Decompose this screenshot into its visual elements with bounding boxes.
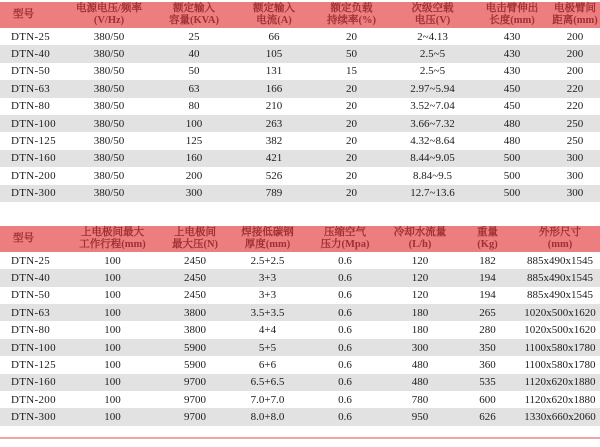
value-cell: 421: [265, 152, 283, 165]
value-cell: 535: [479, 376, 496, 389]
value-cell: 480: [503, 117, 521, 130]
value-cell: 430: [503, 48, 521, 61]
next-section-divider: [0, 437, 600, 439]
value-cell: 626: [479, 411, 496, 424]
value-cell: 20: [346, 169, 357, 182]
column-header-line2: 长度(mm): [489, 15, 535, 26]
column-header-line2: 距离(mm): [552, 15, 598, 26]
value-cell: 9700: [184, 411, 206, 424]
value-cell: 120: [411, 271, 429, 284]
value-cell: 20: [346, 135, 357, 148]
value-cell: 131: [265, 65, 283, 78]
value-cell: 100: [104, 358, 121, 371]
model-cell: DTN-80: [11, 324, 51, 337]
value-cell: 20: [346, 100, 357, 113]
value-cell: 20: [346, 30, 357, 43]
value-cell: 5900: [184, 341, 206, 354]
value-cell: 2.5~5: [419, 65, 446, 78]
column-header: [65, 226, 160, 252]
column-header-line2: 容量(KVA): [169, 15, 219, 26]
column-header-line1: 电击臂伸出: [485, 3, 539, 14]
model-cell: DTN-40: [11, 271, 51, 284]
value-cell: 180: [411, 306, 429, 319]
value-cell: 1100x580x1780: [524, 341, 596, 354]
value-cell: 200: [566, 65, 584, 78]
column-header: [455, 226, 520, 252]
value-cell: 380/50: [93, 187, 125, 200]
value-cell: 480: [503, 135, 521, 148]
value-cell: 6+6: [258, 358, 277, 371]
value-cell: 40: [188, 48, 200, 61]
column-header-line2: (V/Hz): [93, 15, 125, 26]
value-cell: 300: [411, 341, 429, 354]
value-cell: 500: [503, 187, 521, 200]
value-cell: 2450: [184, 254, 206, 267]
value-cell: 4.32~8.64: [410, 135, 455, 148]
value-cell: 3.66~7.32: [410, 117, 455, 130]
value-cell: 100: [104, 324, 121, 337]
column-header-line1: 额定输入: [173, 3, 215, 14]
value-cell: 885x490x1545: [527, 271, 593, 284]
value-cell: 380/50: [93, 169, 125, 182]
value-cell: 2450: [184, 271, 206, 284]
value-cell: 0.6: [338, 411, 352, 424]
value-cell: 194: [479, 289, 496, 302]
value-cell: 789: [265, 187, 283, 200]
value-cell: 0.6: [338, 289, 352, 302]
value-cell: 885x490x1545: [527, 289, 593, 302]
value-cell: 8.84~9.5: [413, 169, 452, 182]
value-cell: 250: [566, 117, 584, 130]
column-header: [160, 226, 230, 252]
table-row: [0, 269, 600, 286]
value-cell: 3+3: [258, 271, 277, 284]
table-row: [0, 339, 600, 356]
value-cell: 0.6: [338, 271, 352, 284]
value-cell: 2~4.13: [417, 30, 448, 43]
value-cell: 182: [479, 254, 496, 267]
value-cell: 220: [566, 82, 584, 95]
column-header: [66, 2, 152, 28]
value-cell: 50: [346, 48, 357, 61]
column-header: [391, 2, 474, 28]
value-cell: 300: [185, 187, 203, 200]
value-cell: 1020x500x1620: [524, 306, 596, 319]
value-cell: 66: [268, 30, 280, 43]
value-cell: 194: [479, 271, 496, 284]
model-cell: DTN-160: [11, 152, 56, 165]
value-cell: 166: [265, 82, 283, 95]
value-cell: 380/50: [93, 117, 125, 130]
column-header-line1: 焊接低碳钢: [241, 226, 294, 238]
column-header-line2: (mm): [547, 238, 573, 250]
model-cell: DTN-125: [11, 358, 56, 371]
column-header-line1: 冷却水流量: [393, 226, 447, 238]
value-cell: 200: [185, 169, 203, 182]
value-cell: 430: [503, 65, 521, 78]
table-row: [0, 80, 600, 97]
column-header-line1: 额定输入: [253, 3, 295, 14]
value-cell: 500: [503, 169, 521, 182]
table-row: [0, 150, 600, 167]
table-row: [0, 252, 600, 269]
value-cell: 450: [503, 82, 521, 95]
table-row: [0, 391, 600, 408]
value-cell: 100: [104, 376, 121, 389]
value-cell: 2.5+2.5: [250, 254, 285, 267]
value-cell: 125: [185, 135, 203, 148]
value-cell: 2450: [184, 289, 206, 302]
table-row: [0, 321, 600, 338]
model-cell: DTN-125: [11, 135, 56, 148]
value-cell: 526: [265, 169, 283, 182]
column-header-line1: 重量: [477, 226, 498, 238]
value-cell: 9700: [184, 393, 206, 406]
table-row: [0, 28, 600, 45]
value-cell: 20: [346, 117, 357, 130]
value-cell: 380/50: [93, 48, 125, 61]
value-cell: 9700: [184, 376, 206, 389]
column-header: [305, 226, 385, 252]
value-cell: 380/50: [93, 100, 125, 113]
electrical-spec-table: [0, 2, 600, 202]
value-cell: 380/50: [93, 30, 125, 43]
value-cell: 20: [346, 187, 357, 200]
model-cell: DTN-80: [11, 100, 51, 113]
table-row: [0, 408, 600, 425]
value-cell: 100: [185, 117, 203, 130]
column-header-line2: 电流(A): [256, 15, 292, 26]
value-cell: 430: [503, 30, 521, 43]
value-cell: 0.6: [338, 358, 352, 371]
value-cell: 380/50: [93, 135, 125, 148]
value-cell: 885x490x1545: [527, 254, 593, 267]
value-cell: 450: [503, 100, 521, 113]
value-cell: 250: [566, 135, 584, 148]
value-cell: 210: [265, 100, 283, 113]
model-cell: DTN-50: [11, 289, 51, 302]
table-row: [0, 98, 600, 115]
value-cell: 0.6: [338, 341, 352, 354]
value-cell: 3+3: [258, 289, 277, 302]
column-header: [385, 226, 455, 252]
model-cell: DTN-63: [11, 306, 51, 319]
value-cell: 100: [104, 306, 121, 319]
column-header-line2: 厚度(mm): [244, 238, 291, 250]
column-header: [152, 2, 236, 28]
value-cell: 265: [479, 306, 496, 319]
value-cell: 600: [479, 393, 496, 406]
model-cell: DTN-25: [11, 254, 51, 267]
value-cell: 2.97~5.94: [410, 82, 455, 95]
column-header-line1: 上电极间最大: [81, 226, 144, 238]
model-cell: DTN-100: [11, 117, 56, 130]
model-cell: DTN-160: [11, 376, 56, 389]
model-cell: DTN-300: [11, 411, 56, 424]
column-header: [312, 2, 391, 28]
value-cell: 8.44~9.05: [410, 152, 455, 165]
value-cell: 3.5+3.5: [250, 306, 285, 319]
table-row: [0, 45, 600, 62]
electrical-table-header: [0, 2, 600, 28]
value-cell: 100: [104, 289, 121, 302]
column-header-line1: 上电极间: [174, 226, 216, 238]
value-cell: 105: [265, 48, 283, 61]
value-cell: 0.6: [338, 393, 352, 406]
value-cell: 380/50: [93, 82, 125, 95]
value-cell: 4+4: [258, 324, 277, 337]
table-row: [0, 132, 600, 149]
model-cell: DTN-200: [11, 393, 56, 406]
column-header-line2: 持续率(%): [327, 15, 376, 26]
value-cell: 1120x620x1880: [524, 376, 596, 389]
value-cell: 20: [346, 152, 357, 165]
value-cell: 200: [566, 30, 584, 43]
table-row: [0, 374, 600, 391]
column-header: [0, 226, 65, 252]
model-cell: DTN-300: [11, 187, 56, 200]
value-cell: 120: [411, 289, 429, 302]
value-cell: 263: [265, 117, 283, 130]
column-header-line1: 型号: [13, 232, 34, 244]
table-row: [0, 356, 600, 373]
column-header: [236, 2, 312, 28]
value-cell: 3.52~7.04: [410, 100, 455, 113]
table-row: [0, 304, 600, 321]
value-cell: 100: [104, 254, 121, 267]
model-cell: DTN-200: [11, 169, 56, 182]
column-header-line2: 最大压(N): [171, 238, 219, 250]
column-header-line2: (L/h): [408, 238, 432, 250]
value-cell: 180: [411, 324, 429, 337]
value-cell: 5900: [184, 358, 206, 371]
column-header-line1: 额定负载: [330, 3, 373, 14]
column-header: [520, 226, 600, 252]
value-cell: 0.6: [338, 306, 352, 319]
value-cell: 63: [188, 82, 200, 95]
value-cell: 360: [479, 358, 496, 371]
value-cell: 350: [479, 341, 496, 354]
table-row: [0, 115, 600, 132]
value-cell: 380/50: [93, 65, 125, 78]
value-cell: 300: [566, 169, 584, 182]
value-cell: 300: [566, 187, 584, 200]
value-cell: 780: [411, 393, 429, 406]
value-cell: 160: [185, 152, 203, 165]
column-header-line2: 工作行程(mm): [79, 238, 146, 250]
value-cell: 480: [411, 376, 429, 389]
table-row: [0, 287, 600, 304]
mechanical-spec-table: [0, 226, 600, 426]
column-header-line1: 压缩空气: [324, 226, 366, 238]
table-row: [0, 63, 600, 80]
value-cell: 200: [566, 48, 584, 61]
column-header: [230, 226, 305, 252]
value-cell: 1120x620x1880: [524, 393, 596, 406]
value-cell: 300: [566, 152, 584, 165]
column-header-line1: 次级空载: [411, 3, 454, 14]
value-cell: 1330x660x2060: [524, 411, 596, 424]
value-cell: 1100x580x1780: [524, 358, 596, 371]
model-cell: DTN-25: [11, 30, 51, 43]
value-cell: 0.6: [338, 324, 352, 337]
model-cell: DTN-100: [11, 341, 56, 354]
value-cell: 80: [188, 100, 200, 113]
value-cell: 5+5: [258, 341, 277, 354]
column-header-line2: 压力(Mpa): [320, 238, 370, 250]
column-header-line1: 电源电压/频率: [76, 3, 142, 14]
model-cell: DTN-50: [11, 65, 51, 78]
value-cell: 100: [104, 411, 121, 424]
table-row: [0, 167, 600, 184]
column-header-line1: 型号: [13, 9, 34, 20]
value-cell: 280: [479, 324, 496, 337]
value-cell: 120: [411, 254, 429, 267]
column-header-line1: 电极臂间: [554, 3, 596, 14]
model-cell: DTN-63: [11, 82, 51, 95]
value-cell: 500: [503, 152, 521, 165]
column-header-line2: (Kg): [477, 238, 498, 250]
value-cell: 100: [104, 271, 121, 284]
value-cell: 0.6: [338, 376, 352, 389]
column-header: [0, 2, 66, 28]
table-row: [0, 185, 600, 202]
value-cell: 950: [411, 411, 429, 424]
value-cell: 100: [104, 341, 121, 354]
value-cell: 50: [188, 65, 200, 78]
value-cell: 382: [265, 135, 283, 148]
value-cell: 7.0+7.0: [250, 393, 285, 406]
model-cell: DTN-40: [11, 48, 51, 61]
value-cell: 220: [566, 100, 584, 113]
value-cell: 6.5+6.5: [250, 376, 285, 389]
value-cell: 3800: [184, 306, 206, 319]
column-header-line1: 外形尺寸: [539, 226, 581, 238]
value-cell: 8.0+8.0: [250, 411, 285, 424]
value-cell: 480: [411, 358, 429, 371]
value-cell: 12.7~13.6: [410, 187, 455, 200]
value-cell: 100: [104, 393, 121, 406]
value-cell: 1020x500x1620: [524, 324, 596, 337]
value-cell: 380/50: [93, 152, 125, 165]
column-header: [550, 2, 600, 28]
column-header-line2: 电压(V): [414, 15, 451, 26]
value-cell: 20: [346, 82, 357, 95]
mechanical-table-header: [0, 226, 600, 252]
value-cell: 3800: [184, 324, 206, 337]
value-cell: 0.6: [338, 254, 352, 267]
value-cell: 25: [188, 30, 200, 43]
column-header: [474, 2, 550, 28]
value-cell: 15: [346, 65, 357, 78]
value-cell: 2.5~5: [419, 48, 446, 61]
